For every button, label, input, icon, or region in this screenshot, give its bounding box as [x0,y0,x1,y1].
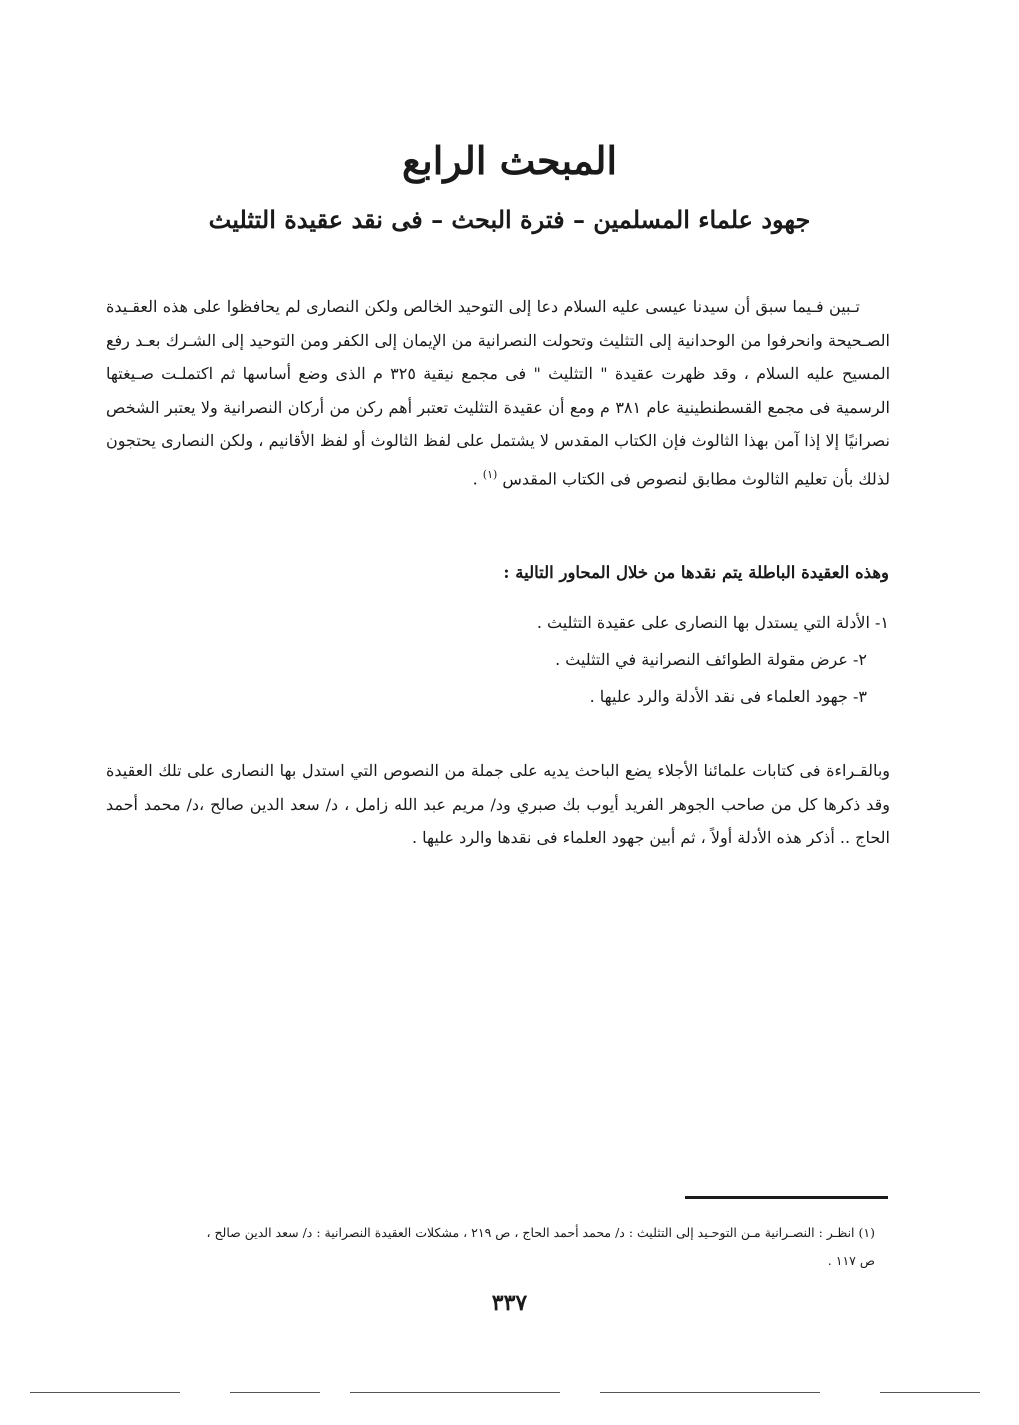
intro-end: . [472,468,483,488]
axis-item: ١- الأدلة التي يستدل بها النصارى على عقيدة التثليث . [536,613,889,632]
axes-list [537,604,889,715]
intro-paragraph [106,290,890,495]
footnote-line: (١) انظـر : النصـرانية مـن التوحـيد إلى التثليث : د/ محمد أحمد الحاج ، ص ٢١٩ ، مشكلات العقيدة النصرانية : د/ سعد الدين صالح ، [206,1225,875,1240]
footnote-line: ص ١١٧ . [827,1253,875,1268]
scan-edge-line [30,1392,180,1393]
scan-edge-line [230,1392,320,1393]
intro-text: تـبين فـيما سبق أن سيدنا عيسى عليه السلام دعا إلى التوحيد الخالص ولكن النصارى لم يحافظوا على هذه العقـيدة الصـحيحة وانحرفوا من الوحدانية إلى التثليث وتحولت النصرانية من الإيمان إلى الكفر ومن التوحيد إلى الشـرك بعـد رفع المسيح عليه السلام ، وقد ظهرت عقيدة " التثليث " فى مجمع نيقية ٣٢٥ م الذى وضع أساسها ثم اكتملـت صـيغتها الرسمية فى مجمع القسطنطينية عام ٣٨١ م ومع أن عقيدة التثليث تعتبر أهم ركن من أركان النصرانية ولا يعتبر الشخص نصرانيًا إلا إذا آمن بهذا الثالوث فإن الكتاب المقدس لا يشتمل على لفظ الثالوث أو لفظ الأقانيم ، ولكن النصارى يحتجون لذلك بأن تعليم الثالوث مطابق لنصوص فى الكتاب المقدس [106,297,891,488]
footnote [100,1219,875,1275]
axis-item: ٢- عرض مقولة الطوائف النصرانية في التثليث . [555,650,867,669]
axes-lead: وهذه العقيدة الباطلة يتم نقدها من خلال المحاور التالية : [503,563,889,582]
chapter-subtitle: جهود علماء المسلمين – فترة البحث – فى نقد عقيدة التثليث [208,205,811,234]
scan-edge-line [350,1392,560,1393]
axis-item: ٣- جهود العلماء فى نقد الأدلة والرد عليها . [589,687,867,706]
reading-paragraph: وبالقـراءة فى كتابات علمائنا الأجلاء يضع الباحث يديه على جملة من النصوص التي استدل بها النصارى على تلك العقيدة وقد ذكرها كل من صاحب الجوهر الفريد أيوب بك صبري ود/ مريم عبد الله زامل ، د/ سعد الدين صالح ،د/ محمد أحمد الحاج .. أذكر هذه الأدلة أولاً ، ثم أبين جهود العلماء فى نقدها والرد عليها . [106,761,890,847]
scan-edge-line [600,1392,820,1393]
footnote-separator [685,1196,888,1199]
footnote-reference[interactable]: (١) [482,467,498,481]
page-number: ٣٣٧ [491,1290,528,1316]
scan-edge-line [880,1392,980,1393]
chapter-title: المبحث الرابع [401,138,618,183]
